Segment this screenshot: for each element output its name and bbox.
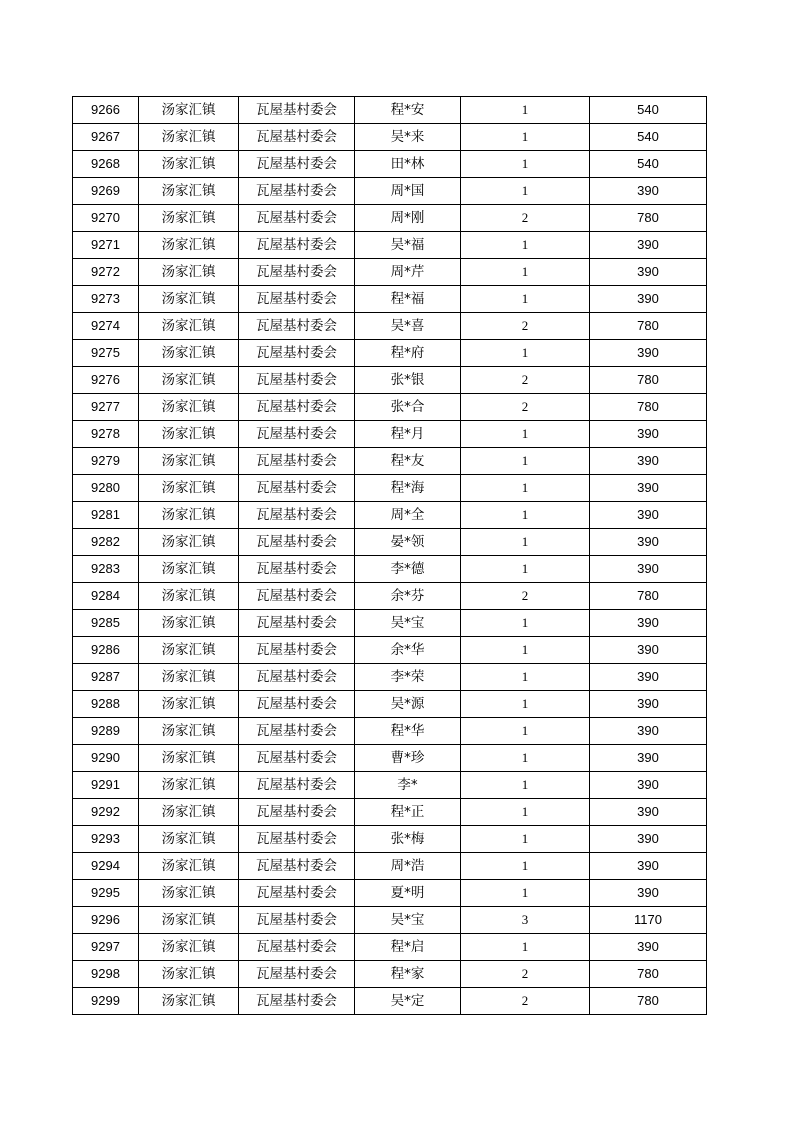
cell-town: 汤家汇镇 — [139, 178, 239, 205]
cell-count: 1 — [461, 610, 590, 637]
cell-town: 汤家汇镇 — [139, 664, 239, 691]
cell-count: 2 — [461, 961, 590, 988]
cell-count: 1 — [461, 637, 590, 664]
cell-amount: 1170 — [590, 907, 707, 934]
cell-person-name: 程*安 — [355, 97, 461, 124]
cell-count: 3 — [461, 907, 590, 934]
cell-count: 1 — [461, 664, 590, 691]
cell-serial-number: 9295 — [73, 880, 139, 907]
cell-person-name: 晏*领 — [355, 529, 461, 556]
cell-town: 汤家汇镇 — [139, 961, 239, 988]
table-row — [73, 772, 707, 799]
cell-village: 瓦屋基村委会 — [239, 502, 355, 529]
cell-village: 瓦屋基村委会 — [239, 556, 355, 583]
cell-village: 瓦屋基村委会 — [239, 691, 355, 718]
cell-serial-number: 9274 — [73, 313, 139, 340]
cell-serial-number: 9290 — [73, 745, 139, 772]
cell-amount: 780 — [590, 961, 707, 988]
cell-village: 瓦屋基村委会 — [239, 286, 355, 313]
cell-amount: 390 — [590, 664, 707, 691]
cell-count: 2 — [461, 583, 590, 610]
cell-person-name: 曹*珍 — [355, 745, 461, 772]
cell-serial-number: 9289 — [73, 718, 139, 745]
cell-person-name: 李*德 — [355, 556, 461, 583]
cell-village: 瓦屋基村委会 — [239, 745, 355, 772]
cell-town: 汤家汇镇 — [139, 232, 239, 259]
cell-amount: 390 — [590, 691, 707, 718]
cell-village: 瓦屋基村委会 — [239, 421, 355, 448]
cell-count: 1 — [461, 97, 590, 124]
cell-person-name: 张*银 — [355, 367, 461, 394]
cell-count: 1 — [461, 934, 590, 961]
cell-village: 瓦屋基村委会 — [239, 529, 355, 556]
cell-person-name: 夏*明 — [355, 880, 461, 907]
cell-count: 1 — [461, 880, 590, 907]
cell-person-name: 程*友 — [355, 448, 461, 475]
subsidy-table — [72, 96, 707, 1015]
cell-count: 1 — [461, 718, 590, 745]
cell-person-name: 程*福 — [355, 286, 461, 313]
cell-person-name: 程*华 — [355, 718, 461, 745]
cell-person-name: 周*浩 — [355, 853, 461, 880]
cell-person-name: 余*芬 — [355, 583, 461, 610]
table-row — [73, 367, 707, 394]
table-row — [73, 556, 707, 583]
cell-count: 1 — [461, 151, 590, 178]
cell-person-name: 张*梅 — [355, 826, 461, 853]
table-row — [73, 286, 707, 313]
cell-serial-number: 9281 — [73, 502, 139, 529]
table-row — [73, 232, 707, 259]
cell-village: 瓦屋基村委会 — [239, 853, 355, 880]
cell-amount: 390 — [590, 718, 707, 745]
cell-serial-number: 9288 — [73, 691, 139, 718]
cell-count: 2 — [461, 394, 590, 421]
cell-town: 汤家汇镇 — [139, 799, 239, 826]
cell-count: 1 — [461, 124, 590, 151]
cell-town: 汤家汇镇 — [139, 205, 239, 232]
table-row — [73, 691, 707, 718]
cell-amount: 390 — [590, 232, 707, 259]
table-row — [73, 205, 707, 232]
cell-village: 瓦屋基村委会 — [239, 394, 355, 421]
table-row — [73, 637, 707, 664]
cell-village: 瓦屋基村委会 — [239, 934, 355, 961]
cell-town: 汤家汇镇 — [139, 880, 239, 907]
cell-count: 1 — [461, 691, 590, 718]
cell-town: 汤家汇镇 — [139, 475, 239, 502]
cell-town: 汤家汇镇 — [139, 556, 239, 583]
cell-amount: 780 — [590, 394, 707, 421]
cell-village: 瓦屋基村委会 — [239, 178, 355, 205]
cell-serial-number: 9285 — [73, 610, 139, 637]
cell-amount: 780 — [590, 205, 707, 232]
cell-amount: 390 — [590, 286, 707, 313]
table-row — [73, 610, 707, 637]
table-row — [73, 178, 707, 205]
cell-village: 瓦屋基村委会 — [239, 259, 355, 286]
cell-town: 汤家汇镇 — [139, 286, 239, 313]
cell-serial-number: 9266 — [73, 97, 139, 124]
table-row — [73, 583, 707, 610]
cell-serial-number: 9273 — [73, 286, 139, 313]
cell-person-name: 李* — [355, 772, 461, 799]
table-row — [73, 124, 707, 151]
cell-serial-number: 9284 — [73, 583, 139, 610]
cell-count: 2 — [461, 205, 590, 232]
cell-serial-number: 9298 — [73, 961, 139, 988]
cell-town: 汤家汇镇 — [139, 394, 239, 421]
cell-amount: 390 — [590, 610, 707, 637]
cell-amount: 390 — [590, 637, 707, 664]
cell-count: 1 — [461, 853, 590, 880]
cell-town: 汤家汇镇 — [139, 367, 239, 394]
cell-person-name: 周*全 — [355, 502, 461, 529]
table-row — [73, 313, 707, 340]
cell-count: 2 — [461, 313, 590, 340]
cell-village: 瓦屋基村委会 — [239, 475, 355, 502]
cell-town: 汤家汇镇 — [139, 259, 239, 286]
cell-village: 瓦屋基村委会 — [239, 97, 355, 124]
cell-amount: 390 — [590, 448, 707, 475]
cell-village: 瓦屋基村委会 — [239, 772, 355, 799]
cell-count: 1 — [461, 286, 590, 313]
table-row — [73, 340, 707, 367]
cell-town: 汤家汇镇 — [139, 934, 239, 961]
cell-count: 2 — [461, 988, 590, 1015]
cell-amount: 780 — [590, 988, 707, 1015]
cell-town: 汤家汇镇 — [139, 583, 239, 610]
cell-person-name: 吴*定 — [355, 988, 461, 1015]
table-row — [73, 988, 707, 1015]
cell-town: 汤家汇镇 — [139, 124, 239, 151]
cell-serial-number: 9292 — [73, 799, 139, 826]
cell-person-name: 余*华 — [355, 637, 461, 664]
cell-serial-number: 9275 — [73, 340, 139, 367]
cell-count: 1 — [461, 502, 590, 529]
cell-serial-number: 9283 — [73, 556, 139, 583]
cell-serial-number: 9267 — [73, 124, 139, 151]
table-row — [73, 97, 707, 124]
cell-count: 1 — [461, 178, 590, 205]
cell-village: 瓦屋基村委会 — [239, 907, 355, 934]
cell-serial-number: 9294 — [73, 853, 139, 880]
cell-amount: 390 — [590, 853, 707, 880]
table-row — [73, 421, 707, 448]
cell-count: 1 — [461, 826, 590, 853]
cell-serial-number: 9276 — [73, 367, 139, 394]
cell-village: 瓦屋基村委会 — [239, 637, 355, 664]
cell-town: 汤家汇镇 — [139, 448, 239, 475]
cell-count: 1 — [461, 259, 590, 286]
cell-person-name: 程*海 — [355, 475, 461, 502]
table-row — [73, 529, 707, 556]
cell-town: 汤家汇镇 — [139, 340, 239, 367]
cell-count: 1 — [461, 745, 590, 772]
cell-town: 汤家汇镇 — [139, 637, 239, 664]
table-row — [73, 907, 707, 934]
cell-person-name: 程*正 — [355, 799, 461, 826]
cell-village: 瓦屋基村委会 — [239, 961, 355, 988]
cell-serial-number: 9296 — [73, 907, 139, 934]
cell-serial-number: 9272 — [73, 259, 139, 286]
cell-village: 瓦屋基村委会 — [239, 124, 355, 151]
cell-town: 汤家汇镇 — [139, 97, 239, 124]
cell-serial-number: 9293 — [73, 826, 139, 853]
cell-village: 瓦屋基村委会 — [239, 880, 355, 907]
cell-count: 1 — [461, 529, 590, 556]
cell-person-name: 吴*喜 — [355, 313, 461, 340]
table-row — [73, 151, 707, 178]
cell-count: 1 — [461, 556, 590, 583]
cell-person-name: 吴*源 — [355, 691, 461, 718]
cell-town: 汤家汇镇 — [139, 772, 239, 799]
cell-town: 汤家汇镇 — [139, 853, 239, 880]
cell-amount: 390 — [590, 259, 707, 286]
cell-count: 1 — [461, 475, 590, 502]
cell-amount: 780 — [590, 583, 707, 610]
table-row — [73, 394, 707, 421]
cell-person-name: 田*林 — [355, 151, 461, 178]
cell-town: 汤家汇镇 — [139, 988, 239, 1015]
table-body — [73, 97, 707, 1015]
table-row — [73, 853, 707, 880]
cell-village: 瓦屋基村委会 — [239, 664, 355, 691]
cell-amount: 390 — [590, 340, 707, 367]
cell-count: 1 — [461, 421, 590, 448]
cell-person-name: 周*刚 — [355, 205, 461, 232]
cell-amount: 390 — [590, 556, 707, 583]
cell-amount: 390 — [590, 475, 707, 502]
cell-village: 瓦屋基村委会 — [239, 151, 355, 178]
cell-amount: 390 — [590, 745, 707, 772]
cell-person-name: 程*月 — [355, 421, 461, 448]
cell-amount: 780 — [590, 313, 707, 340]
cell-person-name: 李*荣 — [355, 664, 461, 691]
cell-serial-number: 9279 — [73, 448, 139, 475]
cell-town: 汤家汇镇 — [139, 529, 239, 556]
cell-serial-number: 9270 — [73, 205, 139, 232]
cell-village: 瓦屋基村委会 — [239, 448, 355, 475]
cell-town: 汤家汇镇 — [139, 610, 239, 637]
cell-village: 瓦屋基村委会 — [239, 718, 355, 745]
table-row — [73, 880, 707, 907]
cell-count: 1 — [461, 799, 590, 826]
cell-village: 瓦屋基村委会 — [239, 826, 355, 853]
cell-person-name: 程*家 — [355, 961, 461, 988]
cell-amount: 390 — [590, 421, 707, 448]
cell-serial-number: 9291 — [73, 772, 139, 799]
cell-town: 汤家汇镇 — [139, 502, 239, 529]
cell-town: 汤家汇镇 — [139, 151, 239, 178]
cell-town: 汤家汇镇 — [139, 718, 239, 745]
table-row — [73, 934, 707, 961]
cell-amount: 390 — [590, 772, 707, 799]
cell-person-name: 张*合 — [355, 394, 461, 421]
cell-serial-number: 9268 — [73, 151, 139, 178]
cell-count: 2 — [461, 367, 590, 394]
cell-person-name: 程*府 — [355, 340, 461, 367]
cell-count: 1 — [461, 340, 590, 367]
cell-amount: 390 — [590, 934, 707, 961]
cell-serial-number: 9278 — [73, 421, 139, 448]
table-row — [73, 826, 707, 853]
cell-person-name: 程*启 — [355, 934, 461, 961]
cell-amount: 540 — [590, 124, 707, 151]
table-row — [73, 259, 707, 286]
cell-town: 汤家汇镇 — [139, 907, 239, 934]
table-row — [73, 799, 707, 826]
table-row — [73, 502, 707, 529]
cell-village: 瓦屋基村委会 — [239, 367, 355, 394]
cell-village: 瓦屋基村委会 — [239, 799, 355, 826]
cell-village: 瓦屋基村委会 — [239, 313, 355, 340]
cell-amount: 540 — [590, 97, 707, 124]
cell-amount: 390 — [590, 502, 707, 529]
cell-person-name: 吴*宝 — [355, 907, 461, 934]
cell-village: 瓦屋基村委会 — [239, 340, 355, 367]
cell-serial-number: 9282 — [73, 529, 139, 556]
cell-town: 汤家汇镇 — [139, 691, 239, 718]
cell-amount: 390 — [590, 178, 707, 205]
cell-person-name: 周*国 — [355, 178, 461, 205]
cell-town: 汤家汇镇 — [139, 745, 239, 772]
cell-serial-number: 9297 — [73, 934, 139, 961]
table-row — [73, 475, 707, 502]
cell-serial-number: 9280 — [73, 475, 139, 502]
cell-count: 1 — [461, 448, 590, 475]
table-row — [73, 961, 707, 988]
cell-village: 瓦屋基村委会 — [239, 583, 355, 610]
cell-person-name: 吴*宝 — [355, 610, 461, 637]
cell-town: 汤家汇镇 — [139, 421, 239, 448]
cell-village: 瓦屋基村委会 — [239, 205, 355, 232]
cell-person-name: 周*芹 — [355, 259, 461, 286]
cell-serial-number: 9287 — [73, 664, 139, 691]
cell-serial-number: 9299 — [73, 988, 139, 1015]
table-row — [73, 448, 707, 475]
cell-amount: 390 — [590, 880, 707, 907]
cell-amount: 540 — [590, 151, 707, 178]
cell-serial-number: 9269 — [73, 178, 139, 205]
cell-person-name: 吴*福 — [355, 232, 461, 259]
cell-amount: 390 — [590, 799, 707, 826]
cell-serial-number: 9286 — [73, 637, 139, 664]
cell-amount: 390 — [590, 826, 707, 853]
cell-village: 瓦屋基村委会 — [239, 988, 355, 1015]
cell-serial-number: 9271 — [73, 232, 139, 259]
table-row — [73, 745, 707, 772]
cell-person-name: 吴*来 — [355, 124, 461, 151]
cell-amount: 390 — [590, 529, 707, 556]
cell-town: 汤家汇镇 — [139, 313, 239, 340]
cell-serial-number: 9277 — [73, 394, 139, 421]
cell-town: 汤家汇镇 — [139, 826, 239, 853]
table-row — [73, 664, 707, 691]
cell-count: 1 — [461, 772, 590, 799]
cell-amount: 780 — [590, 367, 707, 394]
table-row — [73, 718, 707, 745]
cell-count: 1 — [461, 232, 590, 259]
cell-village: 瓦屋基村委会 — [239, 232, 355, 259]
cell-village: 瓦屋基村委会 — [239, 610, 355, 637]
